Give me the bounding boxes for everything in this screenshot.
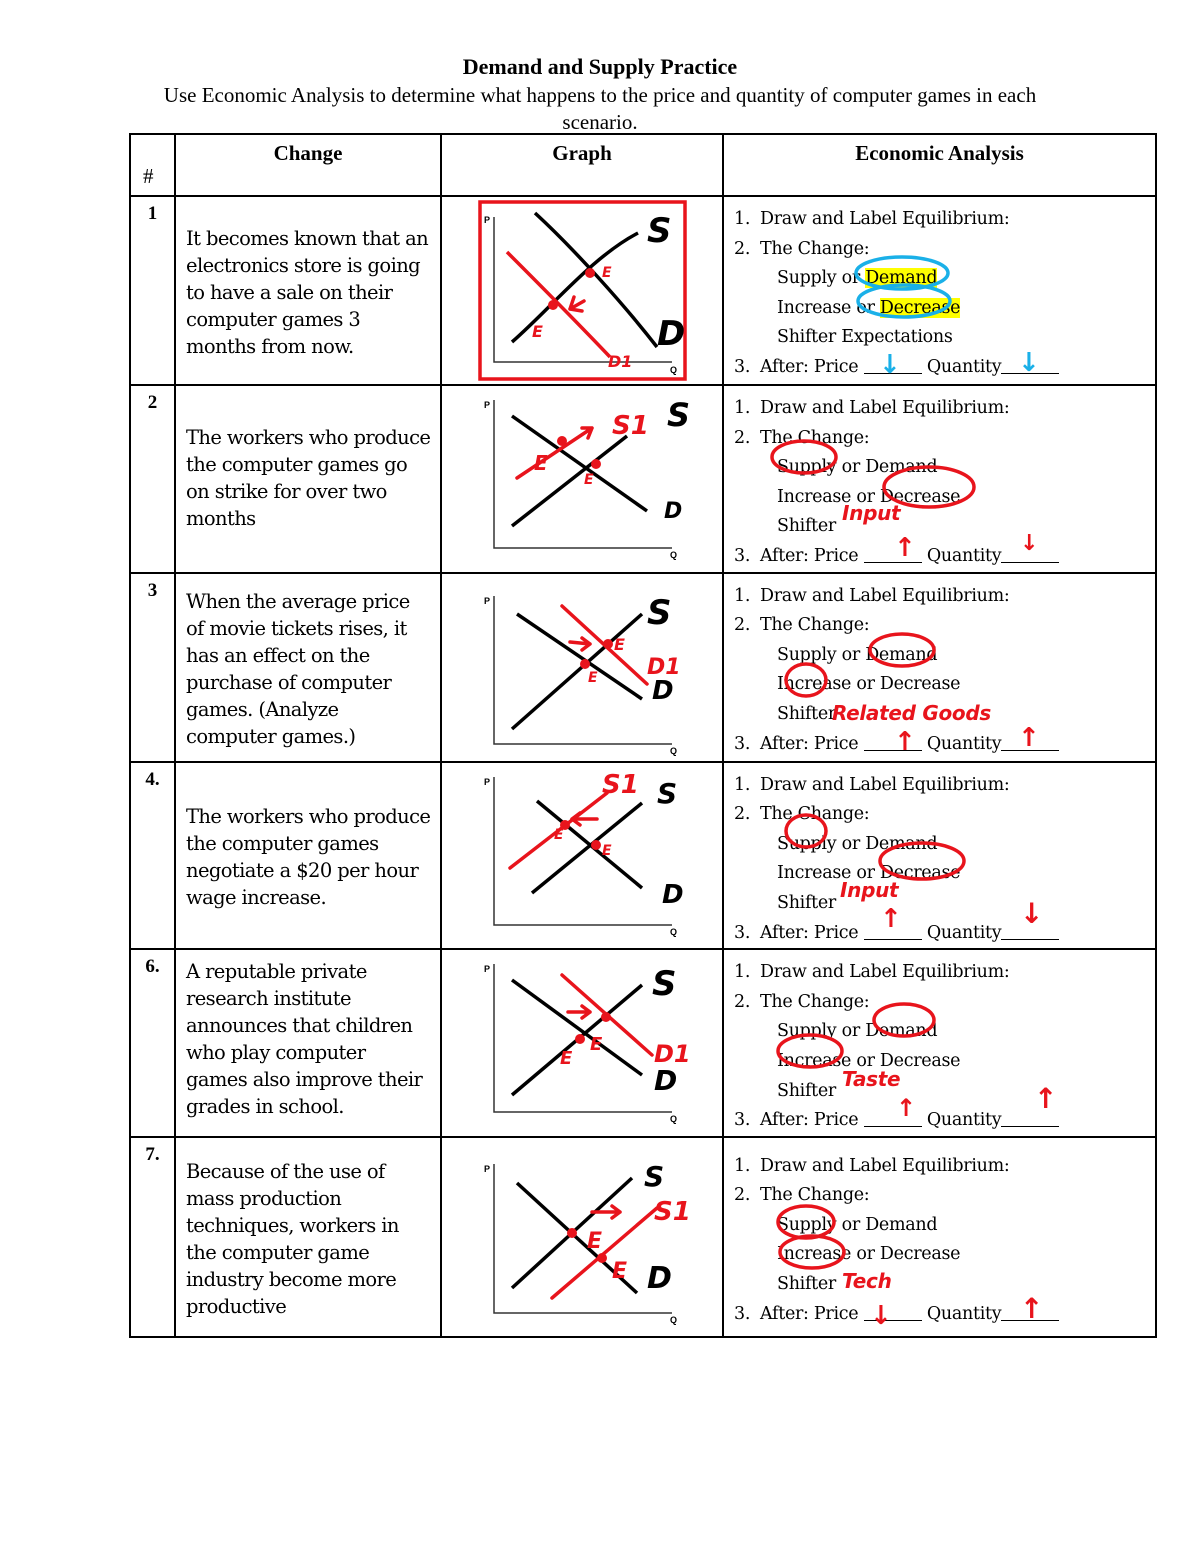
change-text: The workers who produce the computer games go on strike for over two months	[175, 385, 441, 573]
ink-label: S	[657, 776, 678, 810]
ink-shifter: Related Goods	[832, 700, 991, 725]
ink-label: S	[647, 592, 672, 633]
ink-label: S1	[602, 769, 639, 800]
ink-label: E	[588, 669, 598, 686]
axis-p-label: P	[484, 400, 491, 410]
ink-quantity: ↑	[1034, 1082, 1058, 1116]
ink-label: E	[590, 1034, 603, 1056]
demand-curve-shifted	[507, 252, 610, 357]
equilibrium-point	[548, 300, 558, 310]
axis-q-label: Q	[670, 365, 678, 375]
header-analysis: Economic Analysis	[723, 134, 1156, 196]
shift-arrow	[570, 297, 584, 311]
ink-label: S	[652, 964, 677, 1005]
row-number: 4.	[130, 762, 175, 950]
supply-curve	[512, 233, 638, 342]
header-num: #	[130, 134, 175, 196]
axis-q-label: Q	[670, 1114, 678, 1125]
axis-p-label: P	[484, 1163, 491, 1174]
row-number: 1	[130, 196, 175, 385]
highlighted-answer: Demand	[865, 268, 938, 289]
row-number: 7.	[130, 1137, 175, 1337]
equilibrium-point	[601, 1012, 611, 1022]
axis-p-label: P	[484, 595, 491, 606]
sd-graph	[442, 950, 724, 1130]
equilibrium-point	[585, 268, 595, 278]
change-text: When the average price of movie tickets rises, it has an effect on the purchase of computer games. (Analyze computer games.)	[175, 573, 441, 762]
graph-cell	[441, 385, 723, 573]
analysis-cell: 1. Draw and Label Equilibrium: 2. The Change: Supply or Demand Increase or Decrease Shifter 3. After: Price Quantity Input ↑ ↓	[723, 762, 1156, 950]
axis-q-label: Q	[670, 926, 678, 937]
ink-label: E	[560, 1048, 573, 1070]
ink-label: E	[534, 451, 548, 475]
worksheet-table	[129, 133, 1157, 1338]
graph-cell	[441, 196, 723, 385]
ink-label: D	[647, 1260, 672, 1296]
ink-label: D	[657, 314, 686, 354]
ink-label: S	[647, 211, 672, 251]
ink-label: E	[554, 826, 564, 843]
sd-graph	[442, 763, 724, 943]
ink-label: D	[664, 499, 683, 524]
shift-arrow	[570, 638, 590, 650]
page-title: Demand and Supply Practice	[462, 54, 738, 79]
header-row	[130, 134, 1156, 196]
graph-cell	[441, 949, 723, 1137]
table-row	[130, 1137, 1156, 1337]
ink-shifter: Taste	[842, 1067, 901, 1092]
ink-label: E	[532, 322, 543, 341]
ink-label: D1	[608, 352, 633, 371]
ink-quantity: ↓	[1018, 348, 1040, 378]
change-text: A reputable private research institute announces that children who play computer games also improve their grades in school.	[175, 949, 441, 1137]
ink-label: D1	[654, 1040, 691, 1069]
ink-quantity: ↓	[1020, 896, 1044, 930]
ink-price: ↑	[894, 533, 916, 563]
ink-label: S	[667, 396, 691, 434]
ink-quantity: ↓	[1020, 531, 1039, 556]
sd-graph	[442, 574, 724, 763]
axis-p-label: P	[484, 215, 491, 225]
header-graph: Graph	[441, 134, 723, 196]
ink-label: S1	[612, 411, 649, 441]
supply-curve	[512, 614, 642, 729]
ink-quantity: ↑	[1020, 1291, 1044, 1325]
ink-price: ↑	[896, 1094, 916, 1123]
ink-shifter: Input	[842, 501, 901, 525]
analysis-cell: 1. Draw and Label Equilibrium: 2. The Change: Supply or Demand Increase or Decrease Shifter 3. After: Price Quantity Input ↑ ↓	[723, 385, 1156, 573]
graph-cell	[441, 1137, 723, 1337]
table-row	[130, 762, 1156, 950]
ink-label: E	[614, 634, 625, 654]
ink-price: ↑	[880, 903, 902, 934]
axis-p-label: P	[484, 964, 491, 975]
axes	[494, 217, 672, 362]
ink-label: S	[644, 1159, 665, 1193]
supply-curve-shifted	[552, 1208, 657, 1298]
ink-label: E	[587, 1228, 603, 1254]
shifter-printed: Expectations	[841, 327, 953, 348]
page-subtitle: Use Economic Analysis to determine what happens to the price and quantity of computer games in each scenario.	[163, 83, 1037, 134]
header-change: Change	[175, 134, 441, 196]
ink-label: E	[612, 1258, 628, 1284]
equilibrium-point	[603, 639, 613, 649]
highlighted-answer: Decrease	[879, 297, 961, 318]
sd-graph	[442, 1138, 724, 1338]
supply-curve	[512, 436, 627, 526]
change-text: It becomes known that an electronics store is going to have a sale on their computer games 3 months from now.	[175, 196, 441, 385]
equilibrium-point	[567, 1228, 577, 1238]
ink-shifter: Input	[840, 877, 899, 902]
axis-q-label: Q	[670, 1314, 678, 1325]
ink-label: D	[662, 879, 684, 910]
ink-label: S1	[654, 1196, 691, 1227]
ink-label: E	[584, 472, 594, 488]
ink-price: ↑	[894, 726, 916, 757]
equilibrium-point	[557, 436, 567, 446]
table-row	[130, 949, 1156, 1137]
row-number: 2	[130, 385, 175, 573]
table-row	[130, 196, 1156, 385]
table-row	[130, 573, 1156, 762]
equilibrium-point	[597, 1253, 607, 1263]
row-number: 3	[130, 573, 175, 762]
equilibrium-point	[591, 840, 601, 850]
axis-q-label: Q	[670, 745, 678, 756]
equilibrium-point	[575, 1034, 585, 1044]
axis-q-label: Q	[670, 550, 678, 560]
ink-label: D	[652, 675, 674, 706]
shift-arrow	[568, 1006, 590, 1018]
axis-p-label: P	[484, 776, 491, 787]
table-row	[130, 385, 1156, 573]
demand-curve	[535, 213, 657, 347]
shift-arrow	[592, 1206, 620, 1218]
ink-shifter: Tech	[842, 1268, 892, 1293]
analysis-cell: 1. Draw and Label Equilibrium: 2. The Change: Supply or Demand Increase or Decrease Shifter 3. After: Price Quantity Related Goods ↑ ↑	[723, 573, 1156, 762]
ink-label: E	[602, 265, 612, 281]
equilibrium-point	[580, 659, 590, 669]
ink-label: E	[602, 842, 612, 859]
row-number: 6.	[130, 949, 175, 1137]
equilibrium-point	[591, 459, 601, 469]
ink-label: D	[654, 1064, 678, 1098]
change-text: The workers who produce the computer games negotiate a $20 per hour wage increase.	[175, 762, 441, 950]
analysis-cell: 1. Draw and Label Equilibrium: 2. The Change: Supply or Demand Increase or Decrease Shifter Expectations 3. After: Price Quantity ↓ ↓	[723, 196, 1156, 385]
ink-label: D1	[647, 654, 681, 680]
sd-graph	[442, 197, 724, 386]
ink-quantity: ↑	[1018, 722, 1040, 753]
supply-curve	[532, 803, 642, 893]
demand-curve	[517, 614, 642, 699]
ink-price: ↓	[879, 350, 901, 380]
sd-graph	[442, 386, 724, 566]
analysis-cell: 1. Draw and Label Equilibrium: 2. The Change: Supply or Demand Increase or Decrease Shifter 3. After: Price Quantity Taste ↑ ↑	[723, 949, 1156, 1137]
shift-arrow	[572, 813, 597, 825]
analysis-cell: 1. Draw and Label Equilibrium: 2. The Change: Supply or Demand Increase or Decrease Shifter 3. After: Price Quantity Tech ↓ ↑	[723, 1137, 1156, 1337]
change-text: Because of the use of mass production techniques, workers in the computer game industry become more productive	[175, 1137, 441, 1337]
graph-cell	[441, 762, 723, 950]
graph-cell	[441, 573, 723, 762]
ink-price: ↓	[870, 1300, 892, 1331]
